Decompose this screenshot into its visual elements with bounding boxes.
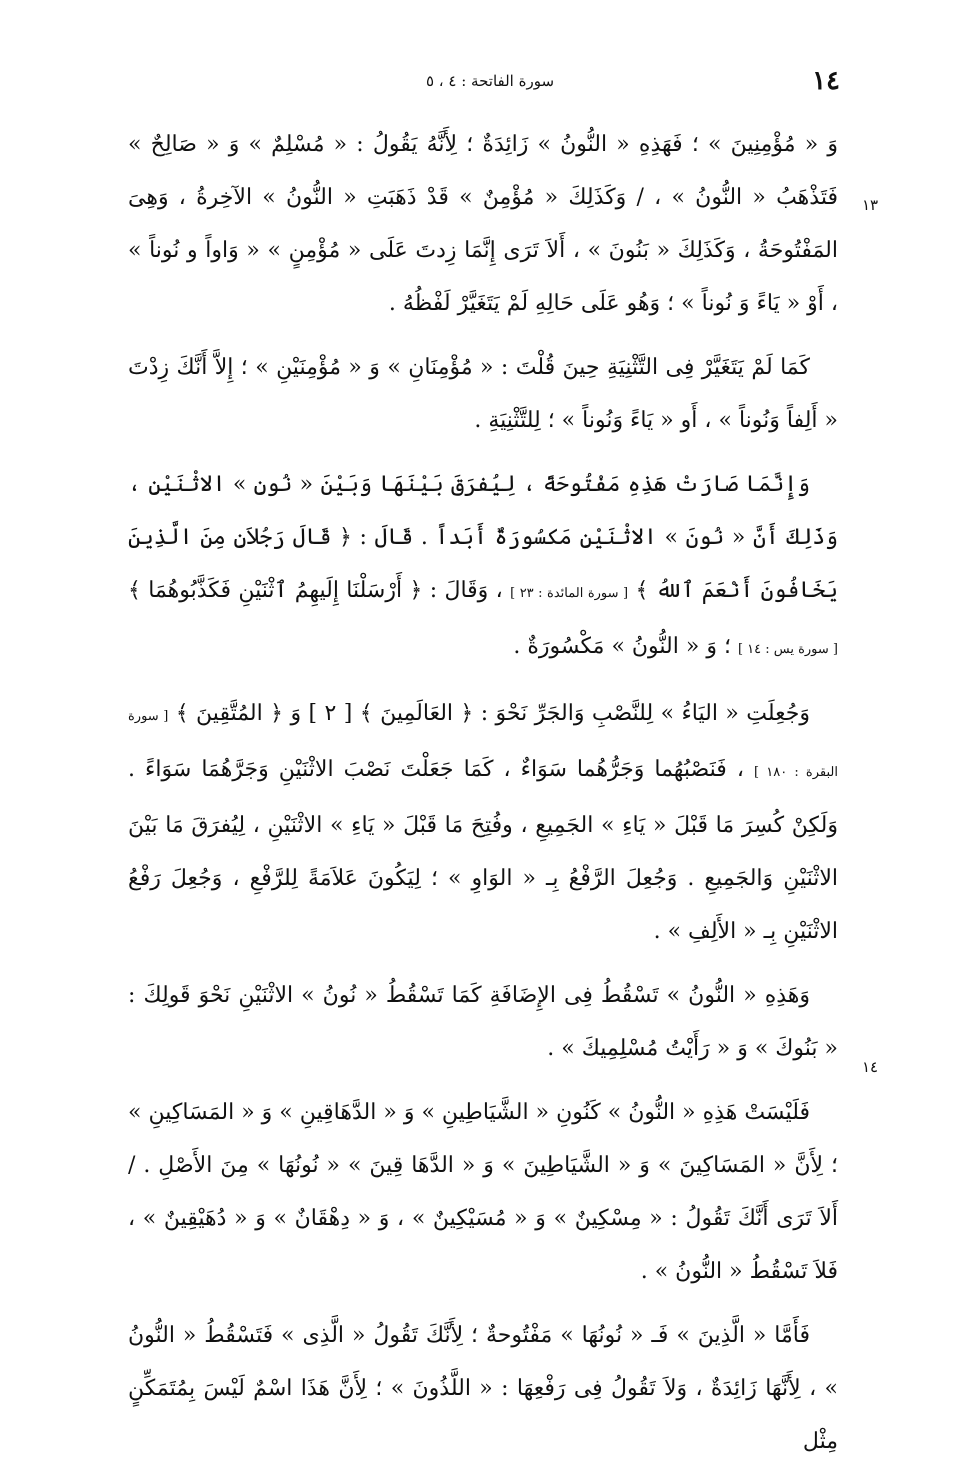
margin-note: ١٣ xyxy=(862,196,879,214)
margin-note: ١٤ xyxy=(862,1058,879,1076)
verse-reference: [ سورة المائدة : ٢٣ ] xyxy=(510,586,629,601)
paragraph xyxy=(128,687,838,958)
paragraph-text: ، فَنَصْبُهُما وَجَرُّهُما سَوَاءٌ ، كَمَا جَعَلْتَ نَصْبَ الاثْنَيْنِ وَجَرَّهُمَا سَوَاءً . وَلَكِنْ كُسِرَ مَا قَبْلَ « يَاءِ » الجَمِيعِ ، وفُتِحَ مَا قَبْلَ « يَاءِ » الاثْنَيْنِ ، لِيُفرَقَ مَا بَيْنَ الاثْنَيْنِ وَالجَمِيعِ . وَجُعِلَ الرَّفْعُ بِـ « الوَاوِ » ؛ لِيَكُونَ عَلاَمَةً لِلرَّفْعِ ، وَجُعِلَ رَفْعُ الاثْنَيْنِ بِـ « الأَلِفِ » . xyxy=(128,757,838,944)
paragraph-text: ؛ وَ « النُّونُ » مَكْسُورَةٌ . xyxy=(513,634,731,659)
paragraph-text: وَإِنَّمَا صَارَتْ هَذِهِ مَفْتُوحَةً ، لِيُفرَقَ بَيْنَهَا وَبَيْنَ « نُونِ » الاثْنَيْنِ ، وَذَلِكَ أَنَّ « نُونَ » الاثْنَيْنِ مَكسُورَةٌ أَبَداً . قَالَ : ﴿ قَالَ رَجُلاَنِ مِنَ الَّذِينَ يَخَافُونَ أَنْعَمَ ٱللهُ ﴾ xyxy=(128,472,839,603)
paragraph-text: ، وَقَالَ : ﴿ أَرْسَلْنَا إِلَيهِمُ ٱثْنَيْنِ فَكَذَّبُوهُمَا ﴾ xyxy=(128,578,503,603)
running-head: سورة الفاتحة : ٤ ، ٥ xyxy=(425,72,555,90)
page-number: ١٤ xyxy=(812,66,840,96)
paragraph: كَمَا لَمْ يَتَغَيَّرْ فِى التَّثْنِيَةِ حِينَ قُلْتَ : « مُؤْمِنَانِ » وَ « مُؤْمِنَيْنِ » ؛ إِلاَّ أَنَّكَ زِدْتَ « أَلِفاً وَنُوناً » ، أَو « يَاءً وَنُوناً » ؛ لِلتَّثْنِيَةِ . xyxy=(128,355,838,433)
paragraph: وَهَذِهِ « النُّونُ » تَسْقُطُ فِى الإِضَافَةِ كَمَا تَسْقُطُ « نُونُ » الاثْنَيْنِ نَحْوَ قَولِكَ : « بَنُوكَ » وَ « رَأَيْتُ مُسْلِمِيكَ » . xyxy=(128,983,838,1061)
paragraph: فَأَمَّا « الَّذِينَ » فَـ « نُونُهَا » مَفْتُوحةٌ ؛ لِأَنَّكَ تَقُولُ « الَّذِى » فَتَسْقُطُ « النُّونُ » ، لِأَنَّهَا زَائِدَةٌ ، وَلاَ تَقُولُ فِى رَفْعِهَا : « اللَّذُونَ » ؛ لِأَنَّ هَذَا اسْمٌ لَيْسَ بِمُتَمَكِّنٍ مِثْل xyxy=(128,1323,838,1454)
paragraph xyxy=(128,458,838,676)
verse-reference: [ سورة يس : ١٤ ] xyxy=(737,642,838,657)
paragraph: فَلَيْسَتْ هَذِهِ « النُّونُ » كَنُونِ « الشَّيَاطِينِ » وَ « الدَّهَاقِينِ » وَ « المَسَاكِينِ » ؛ لِأَنَّ « المَسَاكِينَ » وَ « الشَّيَاطِينَ » وَ « الدَّهَا قِينَ » « نُونُهَا » مِنَ الأَصْلِ . / أَلاَ تَرَى أَنَّكَ تَقُولُ : « مِسْكِينٌ » وَ « مُسَيْكِينٌ » ، وَ « دِهْقَانٌ » وَ « دُهَيْقِينٌ » ، فَلاَ تَسْقُطُ « النُّونُ » . xyxy=(128,1100,838,1284)
paragraph: وَ « مُؤْمِنِينَ » ؛ فَهَذِهِ « النُّونُ » زَائِدَةٌ ؛ لِأَنَّهُ يَقُولُ : « مُسْلِمٌ » وَ « صَالِحٌ » فَتَذْهَبُ « النُّونُ » ، / وَكَذَلِكَ « مُؤْمِنٌ » قَدْ ذَهَبَتِ « النُّونُ » الآخِرةُ ، وَهِىَ المَفْتُوحَةُ ، وَكَذَلِكَ « بَنُونَ » ، أَلاَ تَرَى إِنَّمَا زِدتَ عَلَى « مُؤْمِنٍ » « وَاواً و نُوناً » ، أَوْ « يَاءً وَ نُوناً » ؛ وَهُو عَلَى حَالِهِ لَمْ يَتَغَيَّرْ لَفْظُهُ . xyxy=(128,132,838,316)
body-text xyxy=(128,118,838,1479)
verse-reference: [ سورة البقرة : ١٨٠ ] xyxy=(128,709,838,780)
page-header xyxy=(140,62,840,102)
paragraph-text: وَجُعِلَتِ « اليَاءُ » لِلنَّصْبِ وَالجَرِّ نَحْوَ : ﴿ العَالَمِينَ ﴾ [ ٢ ] وَ ﴿ المُتَّقِينَ ﴾ xyxy=(175,701,810,726)
